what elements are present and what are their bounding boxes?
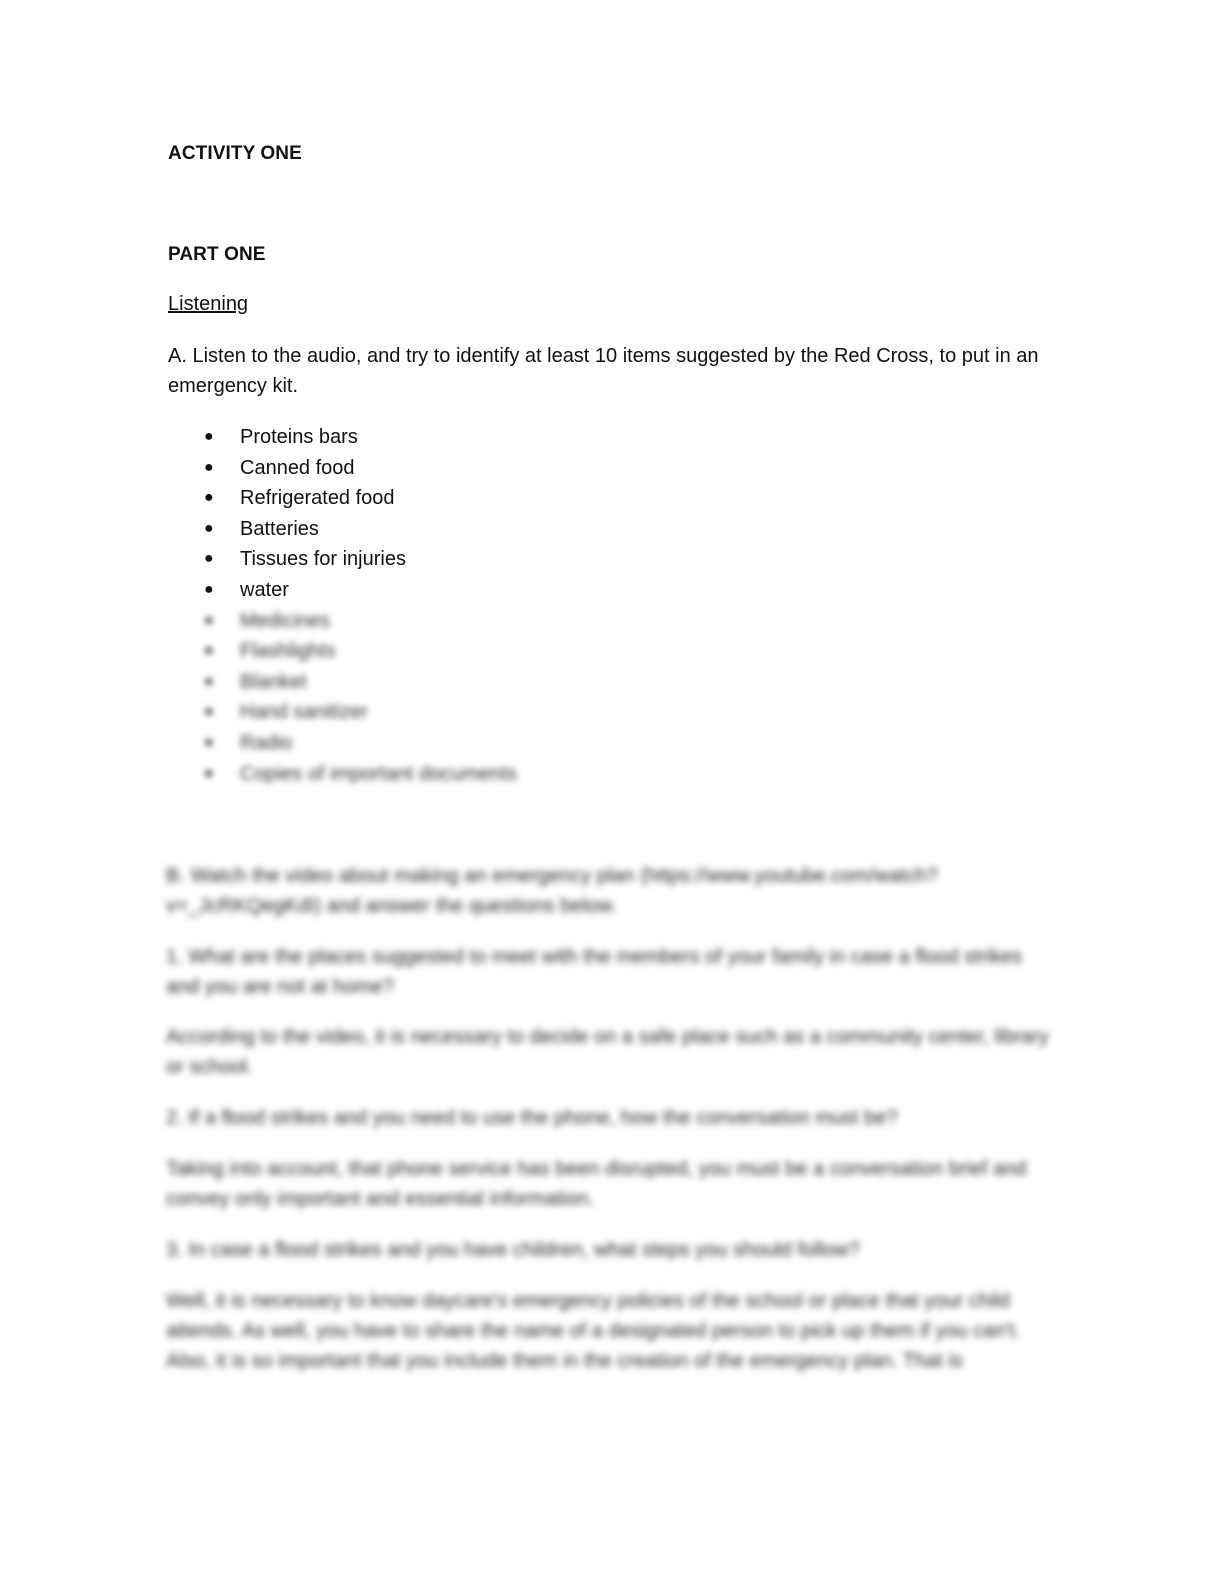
answer-2: Taking into account, that phone service has been disrupted, you must be a conversation brief and convey only important and essential information. (166, 1158, 1027, 1210)
bullet-icon: ● (204, 611, 214, 629)
question-2: 2. If a flood strikes and you need to use the phone, how the conversation must be? (166, 1107, 898, 1129)
bullet-icon: ● (204, 580, 214, 598)
part-title: PART ONE (168, 244, 266, 265)
instruction-b: B. Watch the video about making an emergency plan (https://www.youtube.com/watch?v=_JcRKQegKdI) and answer the questions below. (166, 865, 938, 917)
bullet-icon: ● (204, 672, 214, 690)
list-item: ● Hand sanitizer (204, 697, 517, 728)
instruction-a: A. Listen to the audio, and try to identify at least 10 items suggested by the Red Cross, to put in an emergency kit. (168, 345, 1039, 397)
bullet-icon: ● (204, 489, 214, 507)
list-item: ● Proteins bars (204, 422, 517, 453)
list-item: ● Radio (204, 728, 517, 759)
list-item: ● Medicines (204, 606, 517, 637)
list-item: ● Blanket (204, 667, 517, 698)
bullet-icon: ● (204, 428, 214, 445)
activity-title: ACTIVITY ONE (168, 143, 302, 164)
bullet-icon: ● (204, 703, 214, 721)
question-1: 1. What are the places suggested to meet with the members of your family in case a flood strikes and you are not at home? (166, 946, 1022, 998)
list-item: ● Tissues for injuries (204, 544, 517, 575)
emergency-kit-list (204, 422, 517, 789)
bullet-icon: ● (204, 458, 214, 476)
bullet-icon: ● (204, 519, 214, 537)
bullet-icon: ● (204, 550, 214, 568)
section-label: Listening (168, 293, 249, 315)
list-item: ● water (204, 575, 517, 606)
bullet-icon: ● (204, 733, 214, 751)
bullet-icon: ● (204, 764, 214, 782)
question-3: 3. In case a flood strikes and you have children, what steps you should follow? (166, 1239, 860, 1261)
answer-1: According to the video, it is necessary to decide on a safe place such as a community center, library or school. (166, 1026, 1049, 1078)
list-item: ● Refrigerated food (204, 483, 517, 514)
bullet-icon: ● (204, 642, 214, 660)
list-item: ● Copies of important documents (204, 759, 517, 790)
answer-3: Well, it is necessary to know daycare's emergency policies of the school or place that your child attends. As well, you have to share the name of a designated person to pick up them if you can't. Also, it is so important that you include them in the creation of the emergency plan. That is (166, 1290, 1021, 1372)
list-item: ● Canned food (204, 453, 517, 484)
list-item: ● Batteries (204, 514, 517, 545)
list-item: ● Flashlights (204, 636, 517, 667)
